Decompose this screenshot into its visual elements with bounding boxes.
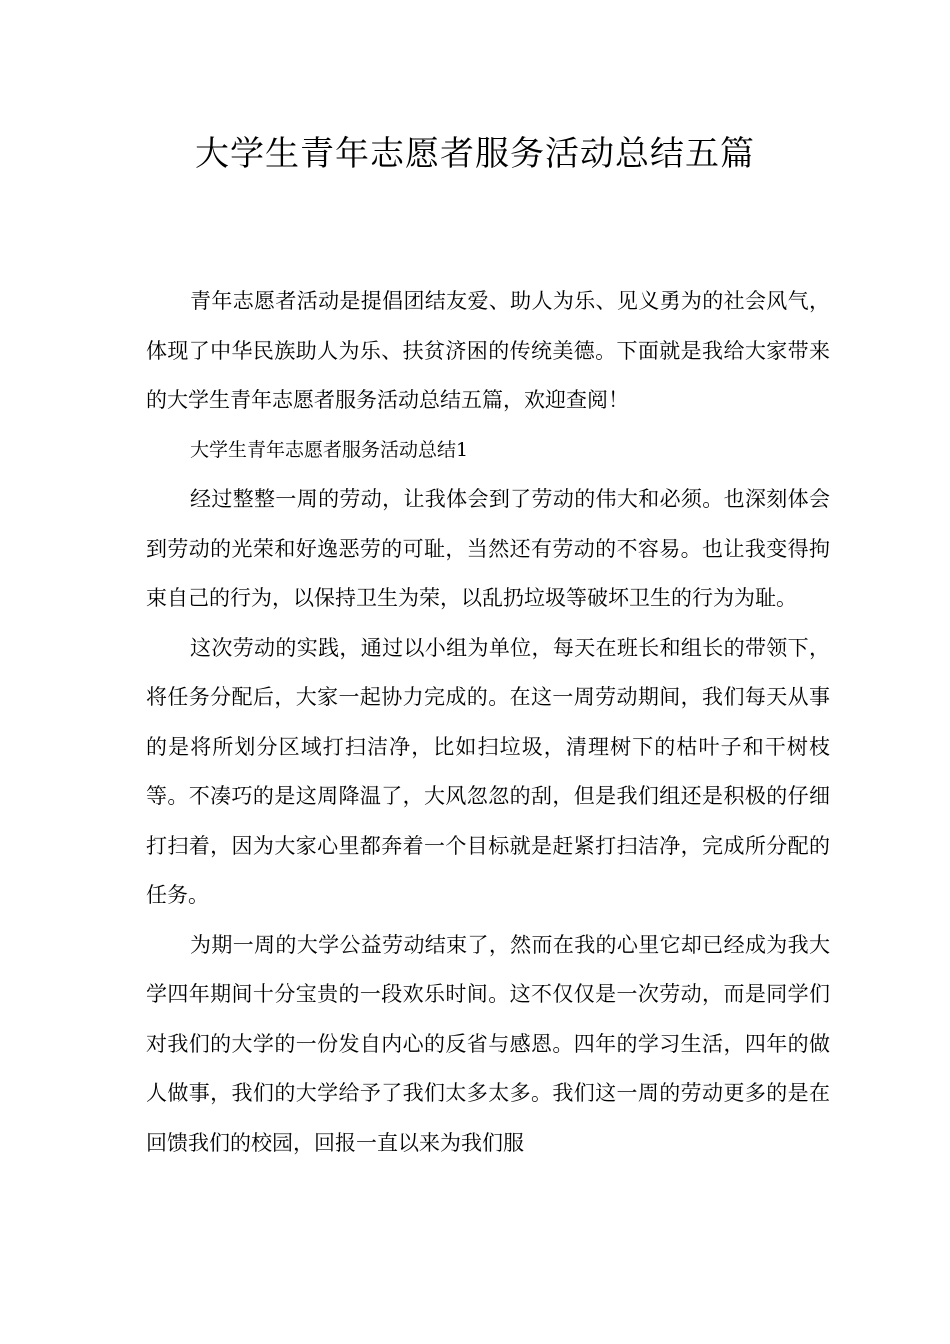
body-paragraph-2: 这次劳动的实践，通过以小组为单位，每天在班长和组长的带领下，将任务分配后，大家一起协力完成的。在这一周劳动期间，我们每天从事的是将所划分区域打扫洁净，比如扫垃圾，清理树下的枯叶子和干树枝等。不凑巧的是这周降温了，大风忽忽的刮，但是我们组还是积极的仔细打扫着，因为大家心里都奔着一个目标就是赶紧打扫洁净，完成所分配的任务。 bbox=[146, 635, 830, 907]
document-title: 大学生青年志愿者服务活动总结五篇 bbox=[195, 134, 755, 174]
body-paragraph-1: 经过整整一周的劳动，让我体会到了劳动的伟大和必须。也深刻体会到劳动的光荣和好逸恶劳的可耻，当然还有劳动的不容易。也让我变得拘束自己的行为，以保持卫生为荣，以乱扔垃圾等破坏卫生的行为为耻。 bbox=[146, 487, 830, 610]
intro-paragraph: 青年志愿者活动是提倡团结友爱、助人为乐、见义勇为的社会风气，体现了中华民族助人为乐、扶贫济困的传统美德。下面就是我给大家带来的大学生青年志愿者服务活动总结五篇，欢迎查阅！ bbox=[146, 289, 830, 412]
body-paragraph-3: 为期一周的大学公益劳动结束了，然而在我的心里它却已经成为我大学四年期间十分宝贵的一段欢乐时间。这不仅仅是一次劳动，而是同学们对我们的大学的一份发自内心的反省与感恩。四年的学习生活，四年的做人做事，我们的大学给予了我们太多太多。我们这一周的劳动更多的是在回馈我们的校园，回报一直以来为我们服 bbox=[146, 932, 830, 1155]
document-body bbox=[146, 277, 830, 1168]
section-heading-1: 大学生青年志愿者服务活动总结1 bbox=[190, 438, 469, 461]
